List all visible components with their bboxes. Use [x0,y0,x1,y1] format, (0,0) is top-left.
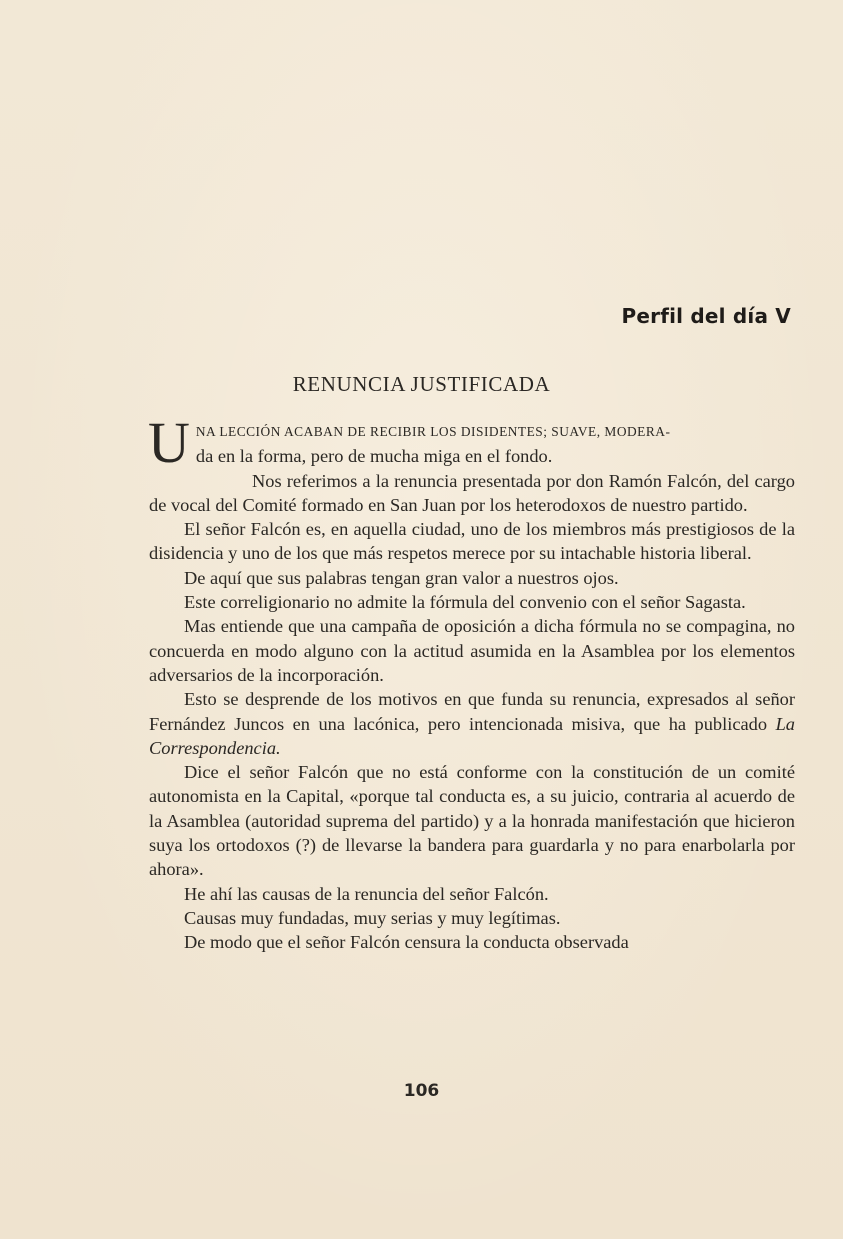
article-title: RENUNCIA JUSTIFICADA [292,372,551,396]
paragraph: Este correligionario no admite la fórmula del convenio con el señor Sagasta. [184,592,746,613]
article-body [148,410,795,955]
section-heading: Perfil del día V [621,304,791,328]
paragraph: He ahí las causas de la renuncia del señor Falcón. [184,883,549,904]
publication-title: La Correspondencia. [149,713,795,758]
paragraph: Mas entiende que una campaña de oposición a dicha fórmula no se compagina, no concuerda en modo alguno con la actitud asumida en la Asamblea por los elementos adversarios de la incorporación. [149,616,795,685]
paragraph-text: Nos referimos a la renuncia presentada por don Ramón Falcón, del cargo de vocal del Comité formado en San Juan por los heterodoxos de nuestro partido. [149,470,795,515]
paragraph: Dice el señor Falcón que no está conforme con la constitución de un comité autonomista en la Capital, «porque tal conducta es, a su juicio, contraria al acuerdo de la Asamblea (autoridad suprema del partido) y a la honrada manifestación que hicieron suya los ortodoxos (?) de llevarse la bandera para guardarla y no para enarbolarla por ahora». [149,762,795,880]
paragraph: De aquí que sus palabras tengan gran valor a nuestros ojos. [184,567,619,588]
opening-rest: da en la forma, pero de mucha miga en el fondo. [195,446,553,467]
paragraph-text: Esto se desprende de los motivos en que funda su renuncia, expresados al señor Fernández Juncos en una lacónica, pero intencionada misiva, que ha publicado [149,689,795,734]
opening-paragraph [148,410,795,475]
paragraph [149,687,795,760]
page-number: 106 [403,1081,440,1101]
drop-cap: U [148,410,190,475]
opening-smallcaps: NA LECCIÓN ACABAN DE RECIBIR LOS DISIDENTES; SUAVE, MODERA- [195,424,671,439]
paragraph [149,469,795,518]
paragraph: De modo que el señor Falcón censura la conducta observada [184,932,629,953]
paragraph: Causas muy fundadas, muy serias y muy legítimas. [184,907,561,928]
paragraph: El señor Falcón es, en aquella ciudad, uno de los miembros más prestigiosos de la disidencia y uno de los que más respetos merece por su intachable historia liberal. [149,519,795,564]
